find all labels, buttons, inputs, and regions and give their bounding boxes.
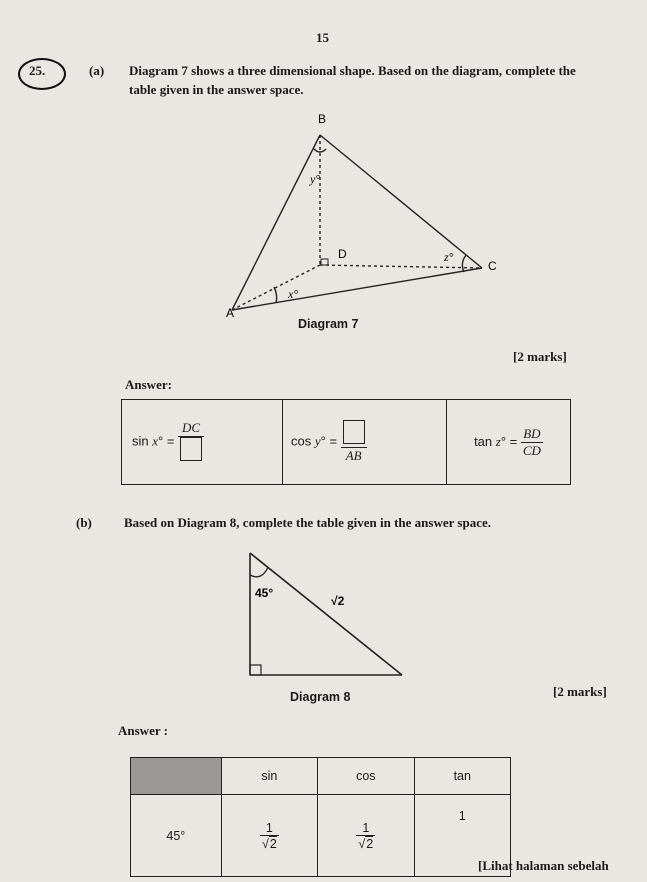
sin-var: x: [152, 433, 159, 449]
tan-deg: °: [500, 433, 507, 449]
tan-var: z: [495, 433, 501, 449]
part-b-label: (b): [76, 515, 92, 530]
angle-45-arc: [250, 567, 268, 577]
sin-45-den: 2: [269, 836, 277, 851]
sin-deg: °: [158, 433, 164, 449]
cell-sin-45: [221, 795, 317, 877]
answer-cell-tan: [447, 400, 571, 485]
diagram-8: [238, 545, 408, 685]
page-number: 15: [316, 30, 329, 45]
cos-45-den: 2: [366, 836, 374, 851]
tan-numerator: BD: [523, 425, 541, 441]
cos-denominator: AB: [345, 448, 362, 463]
answer-cell-cos: [283, 400, 447, 485]
vertex-b-label: B: [318, 112, 327, 126]
cell-tan-45[interactable]: 1: [414, 795, 510, 877]
angle-x-label: x°: [288, 287, 299, 301]
cos-eq: =: [329, 433, 338, 449]
cos-45-fraction: $\frac{1}{√2}$: [358, 820, 374, 851]
cos-numerator-blank[interactable]: [341, 420, 367, 447]
diagram-7: [210, 105, 510, 335]
edge-dc: [320, 265, 482, 268]
angle-z-label: z°: [444, 250, 454, 264]
tan-denominator: CD: [522, 442, 541, 458]
answer-cell-sin: [122, 400, 283, 485]
hypotenuse-label: √2: [331, 594, 345, 608]
part-a-answer-table: [121, 399, 571, 485]
cos-var: y: [314, 433, 321, 449]
part-b-answer-label: Answer :: [118, 723, 168, 738]
part-a-answer-label: Answer:: [125, 377, 172, 392]
tan-func: tan: [474, 433, 493, 449]
cos-fraction: [341, 420, 367, 464]
diagram-8-caption: Diagram 8: [290, 690, 351, 704]
sin-45-num: 1: [265, 820, 273, 835]
header-blank-cell: [131, 758, 222, 795]
header-tan: tan: [414, 758, 510, 795]
part-a-stem-line2: table given in the answer space.: [129, 82, 304, 97]
angle-45-label: 45°: [255, 586, 274, 600]
sin-numerator: DC: [182, 420, 201, 435]
header-sin: sin: [221, 758, 317, 795]
part-b-answer-table: [130, 757, 511, 877]
sin-denominator-blank[interactable]: [178, 437, 204, 464]
vertex-d-label: D: [338, 247, 347, 261]
right-angle-marker: [250, 665, 261, 675]
right-angle-marker: [321, 259, 328, 265]
edge-ab: [232, 135, 320, 310]
sin-45-fraction: $\frac{1}{√2}$: [261, 820, 277, 851]
question-number: 25.: [29, 63, 46, 78]
angle-y-label: y°: [310, 172, 321, 186]
sin-func: sin: [132, 433, 149, 449]
part-a-label: (a): [89, 63, 105, 78]
cell-cos-45: [318, 795, 415, 877]
part-b-marks: [2 marks]: [553, 684, 607, 699]
cos-func: cos: [291, 433, 312, 449]
vertex-c-label: C: [488, 259, 497, 273]
footer-next-page: [Lihat halaman sebelah: [478, 858, 609, 873]
cos-deg: °: [320, 433, 326, 449]
tan-fraction: [521, 426, 543, 459]
sin-eq: =: [166, 433, 175, 449]
row-label-45: 45°: [131, 795, 222, 877]
edge-ac: [232, 268, 482, 310]
cos-45-num: 1: [362, 820, 370, 835]
sin-fraction: [178, 420, 204, 464]
angle-z-arc: [462, 255, 466, 272]
angle-x-arc: [274, 287, 277, 303]
header-cos: cos: [318, 758, 415, 795]
part-a-stem-line1: Diagram 7 shows a three dimensional shape. Based on the diagram, complete the: [129, 63, 576, 78]
part-a-marks: [2 marks]: [513, 349, 567, 364]
tan-eq: =: [509, 433, 518, 449]
triangle-hypotenuse: [250, 553, 402, 675]
vertex-a-label: A: [226, 306, 235, 320]
part-b-stem: Based on Diagram 8, complete the table given in the answer space.: [124, 515, 491, 530]
diagram-7-caption: Diagram 7: [298, 317, 359, 331]
